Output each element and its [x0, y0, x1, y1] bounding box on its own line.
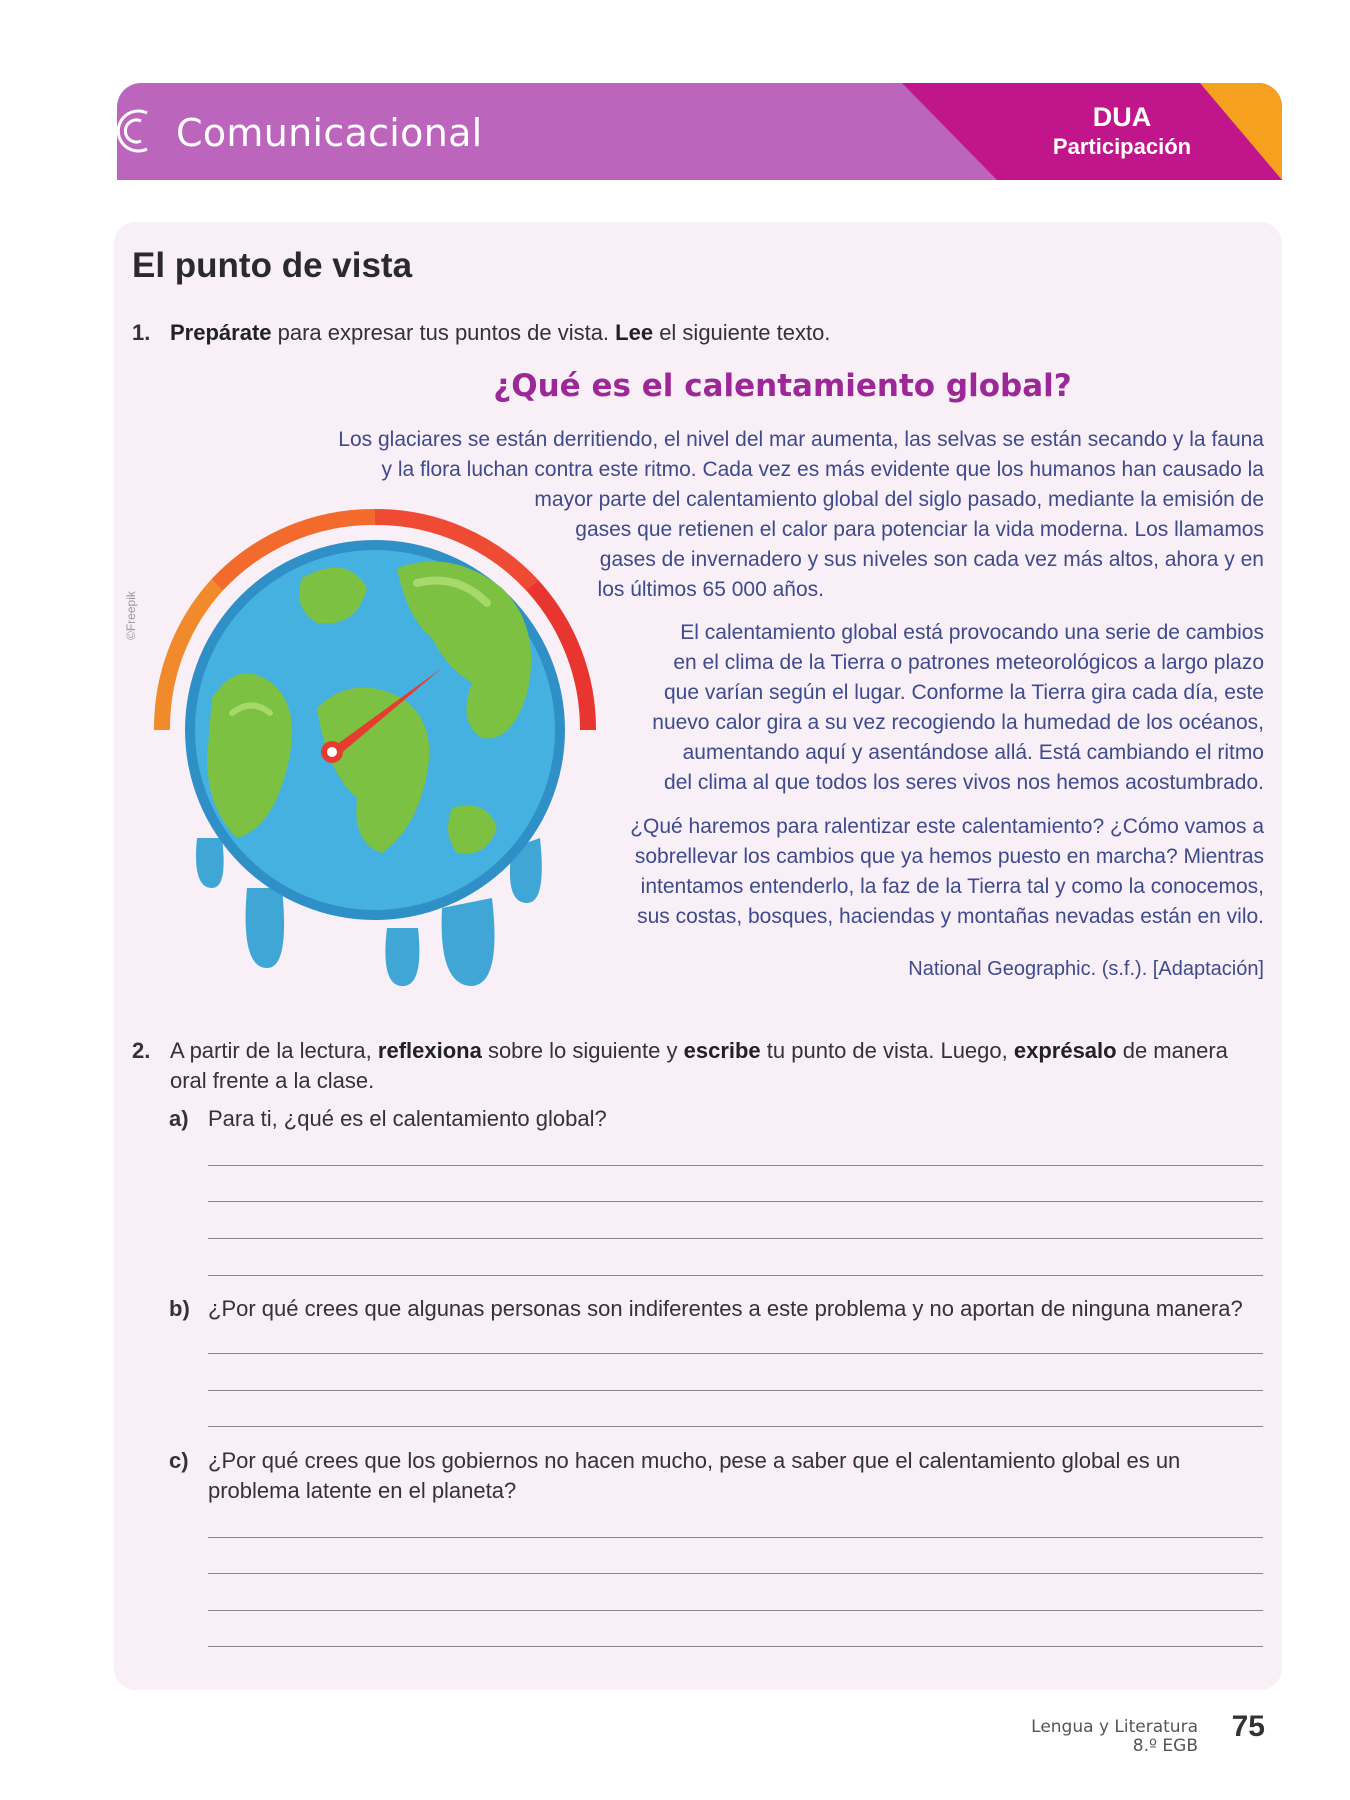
subject-name: Lengua y Literatura — [1031, 1717, 1198, 1737]
answer-line[interactable] — [208, 1537, 1263, 1538]
image-credit: ©Freepik — [124, 591, 138, 640]
sub-question-text: ¿Por qué crees que algunas personas son indiferentes a este problema y no aportan de ninguna manera? — [208, 1296, 1243, 1321]
answer-line[interactable] — [208, 1426, 1263, 1427]
comunicacional-logo-icon — [117, 103, 157, 159]
answer-line[interactable] — [208, 1610, 1263, 1611]
answer-line[interactable] — [208, 1238, 1263, 1239]
dua-title: DUA — [1092, 102, 1152, 132]
sub-label: c) — [169, 1448, 189, 1473]
question-text — [170, 318, 830, 348]
grade-level: 8.º EGB — [1132, 1736, 1198, 1756]
answer-line[interactable] — [208, 1390, 1263, 1391]
sub-label: b) — [169, 1296, 190, 1321]
text: para expresar tus puntos de vista. — [271, 320, 616, 345]
answer-line[interactable] — [208, 1646, 1263, 1647]
question-text: A partir de la lectura, reflexiona sobre lo siguiente y escribe tu punto de vista. Luego, exprésalo de manera oral frente a la clase. — [170, 1038, 1228, 1093]
sub-question-text: ¿Por qué crees que los gobiernos no hacen mucho, pese a saber que el calentamiento global es un problema latente en el planeta? — [208, 1448, 1181, 1503]
reading-source: National Geographic. (s.f.). [Adaptación] — [908, 958, 1264, 980]
paragraph-2: El calentamiento global está provocando una serie de cambios en el clima de la Tierra o patrones meteorológicos a largo plazo que varían según el lugar. Conforme la Tierra gira cada día, este nuevo calor gira a su vez recogiendo la humedad de los océanos, aumentando aquí y asentándose allá. Está cambiando el ritmo del clima al que todos los seres vivos nos hemos acostumbrado. — [652, 621, 1264, 794]
question-number: 1. — [132, 320, 151, 345]
dua-label — [1027, 101, 1217, 161]
section-title: El punto de vista — [132, 246, 413, 285]
melting-earth-thermometer-illustration — [152, 508, 602, 988]
sub-question-text: Para ti, ¿qué es el calentamiento global? — [208, 1106, 607, 1131]
keyword: Lee — [615, 320, 654, 345]
answer-line[interactable] — [208, 1275, 1263, 1276]
dua-subtitle: Participación — [1052, 134, 1192, 159]
text: el siguiente texto. — [653, 320, 831, 345]
sub-label: a) — [169, 1106, 189, 1131]
reading-title: ¿Qué es el calentamiento global? — [493, 368, 1072, 404]
keyword: Prepárate — [170, 320, 272, 345]
area-title: Comunicacional — [176, 111, 483, 155]
question-number: 2. — [132, 1038, 151, 1063]
answer-line[interactable] — [208, 1165, 1263, 1166]
paragraph-3: ¿Qué haremos para ralentizar este calentamiento? ¿Cómo vamos a sobrellevar los cambios que ya hemos puesto en marcha? Mientras intentamos entenderlo, la faz de la Tierra tal y como la conocemos, sus costas, bosques, haciendas y montañas nevadas están en vilo. — [630, 815, 1264, 928]
header-banner — [117, 83, 1282, 180]
answer-line[interactable] — [208, 1573, 1263, 1574]
answer-line[interactable] — [208, 1201, 1263, 1202]
paragraph-1: Los glaciares se están derritiendo, el nivel del mar aumenta, las selvas se están secando y la fauna y la flora luchan contra este ritmo. Cada vez es más evidente que los humanos han causado la mayor parte del calentamiento global del siglo pasado, mediante la emisión de gases que retienen el calor para potenciar la vida moderna. Los llamamos gases de invernadero y sus niveles son cada vez más altos, ahora y en los últimos 65 000 años. — [338, 428, 1264, 601]
footer-subject — [1031, 1718, 1198, 1756]
answer-line[interactable] — [208, 1353, 1263, 1354]
page-number: 75 — [1231, 1710, 1265, 1743]
